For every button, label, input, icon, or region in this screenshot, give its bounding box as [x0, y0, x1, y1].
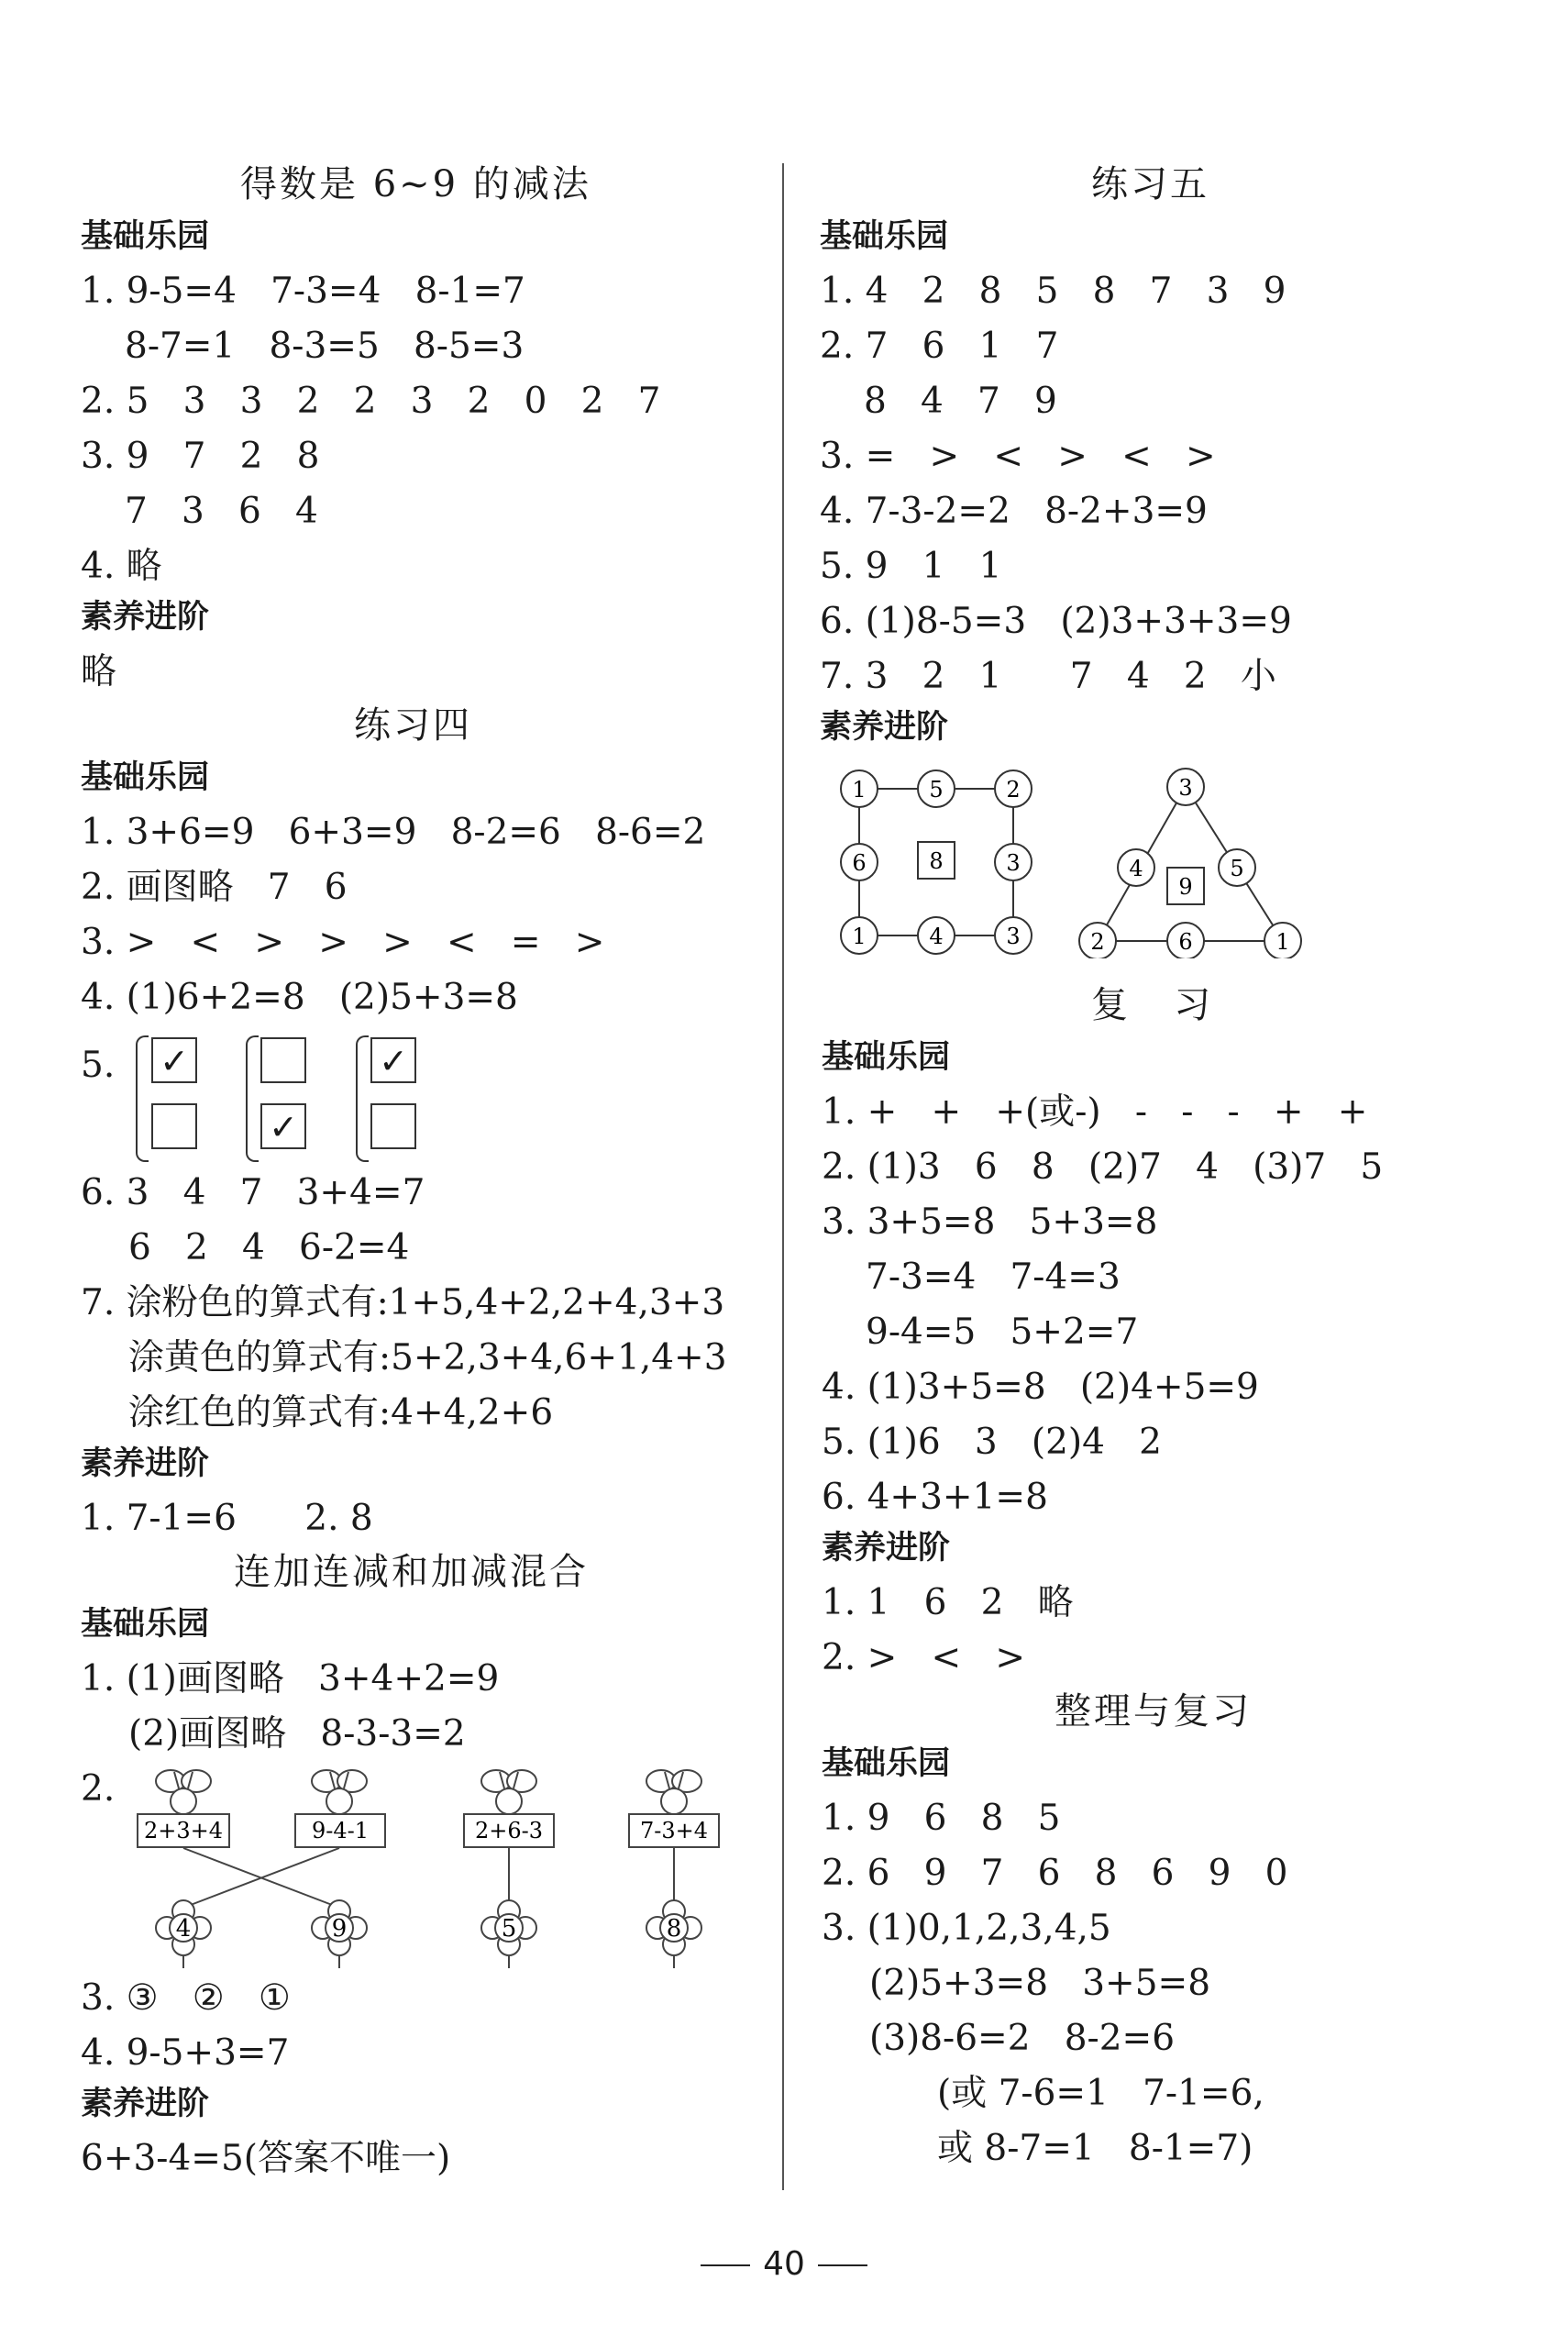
answer-line: 4. 7-3-2=2 8-2+3=9	[820, 491, 1208, 532]
triangle-node: 4	[1129, 856, 1143, 881]
answer-line: 5.	[81, 1045, 116, 1086]
check-box: ✓	[260, 1103, 306, 1149]
subheading: 基础乐园	[822, 1039, 951, 1076]
flower-number: 4	[175, 1915, 192, 1943]
answer-line: 1. 9-5=4 7-3=4 8-1=7	[81, 271, 525, 312]
square-node: 3	[1006, 850, 1021, 876]
answer-line: 1. 4 2 8 5 8 7 3 9	[820, 271, 1286, 312]
answer-line: 1. 9 6 8 5	[822, 1798, 1061, 1839]
answer-line: 3. 9 7 2 8	[81, 436, 320, 477]
check-box: ✓	[151, 1037, 197, 1083]
subheading: 基础乐园	[81, 1606, 210, 1643]
subheading: 基础乐园	[81, 759, 210, 796]
subheading: 基础乐园	[822, 1745, 951, 1782]
subheading: 素养进阶	[81, 2086, 210, 2122]
subheading: 基础乐园	[820, 218, 949, 255]
answer-line: 5. (1)6 3 (2)4 2	[822, 1422, 1162, 1463]
answer-line: (或 7-6=1 7-1=6,	[937, 2073, 1264, 2114]
answer-line: 涂红色的算式有:4+4,2+6	[128, 1392, 554, 1434]
bee-expression: 9-4-1	[311, 1818, 370, 1843]
answer-line: 1. 1 6 2 略	[822, 1582, 1074, 1623]
subheading: 素养进阶	[81, 1445, 210, 1482]
triangle-node: 3	[1178, 775, 1193, 801]
number-triangle-figure	[1068, 761, 1316, 958]
answer-line: 6. 3 4 7 3+4=7	[81, 1172, 425, 1213]
square-node: 3	[1006, 924, 1021, 949]
triangle-center: 9	[1178, 874, 1193, 900]
section-title: 练习五	[1091, 163, 1209, 205]
answer-line: 2. (1)3 6 8 (2)7 4 (3)7 5	[822, 1146, 1384, 1188]
brace	[356, 1035, 369, 1162]
square-center: 8	[929, 848, 944, 874]
answer-line: (3)8-6=2 8-2=6	[869, 2018, 1176, 2059]
section-title: 得数是 6~9 的减法	[240, 163, 591, 205]
bee-flower-matching-figure	[128, 1761, 752, 1972]
answer-line: (2)画图略 8-3-3=2	[128, 1713, 466, 1755]
answer-line: 6+3-4=5(答案不唯一)	[81, 2138, 451, 2179]
answer-line: 2. 画图略 7 6	[81, 867, 348, 908]
answer-line: 3. (1)0,1,2,3,4,5	[822, 1908, 1111, 1949]
subheading: 素养进阶	[822, 1530, 951, 1567]
answer-line: 2.	[81, 1768, 116, 1810]
brace	[246, 1035, 259, 1162]
answer-line: 4. (1)6+2=8 (2)5+3=8	[81, 977, 518, 1018]
answer-line: 2. 6 9 7 6 8 6 9 0	[822, 1853, 1288, 1894]
check-box: ✓	[370, 1037, 416, 1083]
square-node: 1	[852, 924, 867, 949]
answer-line: 1. (1)画图略 3+4+2=9	[81, 1658, 500, 1699]
answer-line: 8-7=1 8-3=5 8-5=3	[125, 326, 525, 367]
section-title: 连加连减和加减混合	[234, 1551, 589, 1593]
number-square-figure	[830, 761, 1050, 958]
triangle-node: 6	[1178, 929, 1193, 955]
answer-line: 3. = > < > < >	[820, 436, 1216, 477]
column-divider	[782, 163, 784, 2190]
answer-line: 1. 3+6=9 6+3=9 8-2=6 8-6=2	[81, 812, 706, 853]
answer-line: 4. 略	[81, 546, 162, 587]
bee-expression: 2+3+4	[143, 1818, 224, 1843]
brace	[136, 1035, 149, 1162]
square-node: 1	[852, 777, 867, 803]
answer-line: 6. (1)8-5=3 (2)3+3+3=9	[820, 601, 1292, 642]
answer-line: 2. 5 3 3 2 2 3 2 0 2 7	[81, 381, 661, 422]
subheading: 基础乐园	[81, 218, 210, 255]
check-box	[370, 1103, 416, 1149]
bee-expression: 7-3+4	[639, 1818, 709, 1843]
answer-line: 4. 9-5+3=7	[81, 2032, 290, 2074]
answer-line: (2)5+3=8 3+5=8	[869, 1963, 1211, 2004]
square-node: 5	[929, 777, 944, 803]
check-box	[260, 1037, 306, 1083]
check-box	[151, 1103, 197, 1149]
bee-icon	[312, 1770, 367, 1814]
answer-line: 7. 涂粉色的算式有:1+5,4+2,2+4,3+3	[81, 1282, 725, 1323]
bee-icon	[156, 1770, 211, 1814]
answer-line: 3. 3+5=8 5+3=8	[822, 1201, 1158, 1243]
page-number	[0, 2245, 1568, 2283]
answer-line: 8 4 7 9	[864, 381, 1057, 422]
answer-line: 略	[81, 651, 117, 692]
square-node: 2	[1006, 777, 1021, 803]
triangle-node: 1	[1275, 929, 1290, 955]
subheading: 素养进阶	[81, 599, 210, 636]
section-title: 复 习	[1091, 984, 1214, 1026]
answer-line: 2. 7 6 1 7	[820, 326, 1059, 367]
section-title: 练习四	[354, 704, 472, 747]
triangle-node: 5	[1230, 856, 1244, 881]
answer-line: 3. > < > > > < = >	[81, 922, 605, 963]
answer-line: 1. 7-1=6 2. 8	[81, 1498, 373, 1539]
square-node: 6	[852, 850, 867, 876]
answer-line: 6 2 4 6-2=4	[128, 1227, 410, 1268]
answer-line: 5. 9 1 1	[820, 546, 1002, 587]
bee-icon	[646, 1770, 701, 1814]
answer-line: 1. + + +(或-) - - - + +	[822, 1091, 1368, 1133]
answer-line: 7 3 6 4	[125, 491, 318, 532]
flower-number: 9	[331, 1915, 348, 1943]
square-node: 4	[929, 924, 944, 949]
answer-line: 4. (1)3+5=8 (2)4+5=9	[822, 1367, 1259, 1408]
flower-number: 8	[666, 1915, 682, 1943]
answer-line: 6. 4+3+1=8	[822, 1477, 1048, 1518]
answer-line: 2. > < >	[822, 1637, 1026, 1678]
answer-line: 或 8-7=1 8-1=7)	[937, 2128, 1253, 2169]
bee-expression: 2+6-3	[474, 1818, 544, 1843]
answer-line: 7. 3 2 1 7 4 2 小	[820, 656, 1276, 697]
triangle-node: 2	[1090, 929, 1105, 955]
answer-line: 涂黄色的算式有:5+2,3+4,6+1,4+3	[128, 1337, 727, 1378]
flower-number: 5	[501, 1915, 517, 1943]
section-title: 整理与复习	[1055, 1690, 1252, 1733]
answer-line: 7-3=4 7-4=3	[866, 1257, 1121, 1298]
answer-line: 3. ③ ② ①	[81, 1977, 291, 2019]
subheading: 素养进阶	[820, 709, 949, 746]
page-number-text: 40	[763, 2245, 805, 2283]
bee-icon	[481, 1770, 536, 1814]
answer-line: 9-4=5 5+2=7	[866, 1312, 1139, 1353]
